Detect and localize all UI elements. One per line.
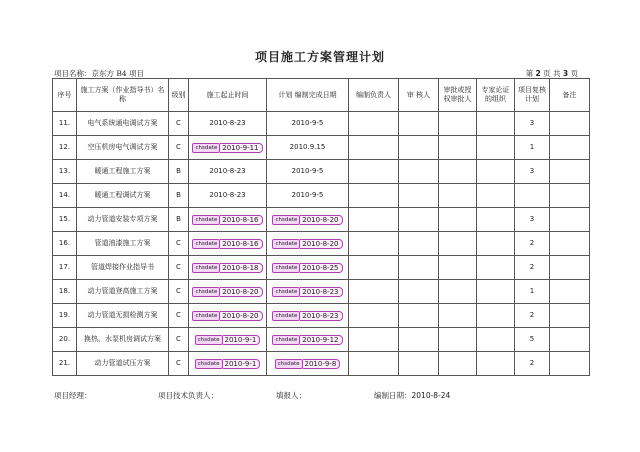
row-number: 19. [53, 304, 77, 328]
table-row [53, 328, 590, 352]
header-seq: 序号 [53, 79, 77, 112]
footer-date-label: 编制日期： [374, 391, 412, 400]
plan-name: 电气系统通电调试方案 [77, 112, 169, 136]
start-date-field[interactable] [192, 263, 262, 273]
plan-date-field[interactable] [275, 359, 341, 369]
row-number: 14. [53, 184, 77, 208]
header-plan: 计划 编制完成日期 [267, 79, 349, 112]
start-date-field[interactable] [192, 287, 262, 297]
start-cell [189, 232, 267, 256]
review-cell [399, 352, 439, 376]
recheck-cell: 3 [515, 208, 550, 232]
plan-date-field[interactable] [272, 239, 342, 249]
plan-name: 动力管道无损检测方案 [77, 304, 169, 328]
author-cell [349, 352, 399, 376]
table-row [53, 184, 590, 208]
remark-cell [550, 232, 590, 256]
start-date-value: 2010-8-20 [220, 287, 262, 297]
chsdate-tag: chsdate [275, 359, 303, 369]
header-approve: 审批或授权审批人 [439, 79, 477, 112]
start-date-value: 2010-8-16 [220, 239, 262, 249]
author-cell [349, 328, 399, 352]
row-number: 20. [53, 328, 77, 352]
page-suffix: 页 [570, 69, 578, 78]
review-cell [399, 328, 439, 352]
plan-cell [267, 280, 349, 304]
row-number: 16. [53, 232, 77, 256]
footer-date-value: 2010-8-24 [411, 391, 451, 400]
plan-date-field[interactable] [272, 287, 342, 297]
chsdate-tag: chsdate [192, 311, 220, 321]
review-cell [399, 160, 439, 184]
plan-level: B [169, 184, 189, 208]
recheck-cell: 5 [515, 328, 550, 352]
remark-cell [550, 184, 590, 208]
chsdate-tag: chsdate [195, 335, 223, 345]
author-cell [349, 280, 399, 304]
start-date-value: 2010-9-11 [220, 143, 262, 153]
expert-cell [477, 232, 515, 256]
chsdate-tag: chsdate [192, 239, 220, 249]
remark-cell [550, 304, 590, 328]
table-row [53, 136, 590, 160]
start-cell [189, 352, 267, 376]
chsdate-tag: chsdate [272, 311, 300, 321]
plan-date-value: 2010-8-23 [300, 311, 342, 321]
remark-cell [550, 112, 590, 136]
start-cell [189, 208, 267, 232]
recheck-cell: 1 [515, 280, 550, 304]
approve-cell [439, 208, 477, 232]
plan-name: 动力管道试压方案 [77, 352, 169, 376]
table-row [53, 112, 590, 136]
expert-cell [477, 352, 515, 376]
author-cell [349, 304, 399, 328]
start-date-value: 2010-9-1 [223, 335, 261, 345]
start-date-field[interactable] [195, 359, 261, 369]
plan-date-field[interactable] [272, 335, 342, 345]
plan-name: 管道油漆施工方案 [77, 232, 169, 256]
plan-level: C [169, 112, 189, 136]
expert-cell [477, 208, 515, 232]
recheck-cell: 3 [515, 112, 550, 136]
recheck-cell: 2 [515, 304, 550, 328]
expert-cell [477, 160, 515, 184]
start-cell: 2010-8-23 [189, 160, 267, 184]
expert-cell [477, 328, 515, 352]
table-row [53, 352, 590, 376]
approve-cell [439, 304, 477, 328]
plan-level: B [169, 208, 189, 232]
start-cell [189, 256, 267, 280]
row-number: 15. [53, 208, 77, 232]
plan-level: C [169, 232, 189, 256]
plan-name: 动力管道安装专项方案 [77, 208, 169, 232]
recheck-cell: 1 [515, 136, 550, 160]
header-review: 审 核人 [399, 79, 439, 112]
header-name: 施工方案（作业指导书）名称 [77, 79, 169, 112]
remark-cell [550, 136, 590, 160]
header-level: 级别 [169, 79, 189, 112]
expert-cell [477, 256, 515, 280]
footer-tech-lead: 项目技术负责人： [158, 391, 218, 400]
remark-cell [550, 328, 590, 352]
chsdate-tag: chsdate [192, 215, 220, 225]
plan-cell: 2010-9-5 [267, 112, 349, 136]
plan-cell [267, 352, 349, 376]
row-number: 12. [53, 136, 77, 160]
chsdate-tag: chsdate [192, 287, 220, 297]
plan-cell [267, 256, 349, 280]
table-row [53, 256, 590, 280]
plan-name: 暖通工程施工方案 [77, 160, 169, 184]
footer-date [374, 390, 450, 401]
expert-cell [477, 136, 515, 160]
plan-level: C [169, 352, 189, 376]
plan-level: C [169, 280, 189, 304]
table-row [53, 232, 590, 256]
row-number: 18. [53, 280, 77, 304]
footer-manager: 项目经理： [54, 391, 92, 400]
plan-name: 管道焊接作业指导书 [77, 256, 169, 280]
start-cell [189, 136, 267, 160]
row-number: 13. [53, 160, 77, 184]
table-row [53, 208, 590, 232]
plan-level: C [169, 328, 189, 352]
plan-cell [267, 208, 349, 232]
plan-cell: 2010-9-5 [267, 184, 349, 208]
chsdate-tag: chsdate [272, 263, 300, 273]
project-name: 项目名称：京东方 B4 项目 [54, 69, 145, 78]
plan-name: 暖通工程调试方案 [77, 184, 169, 208]
review-cell [399, 304, 439, 328]
remark-cell [550, 208, 590, 232]
row-number: 21. [53, 352, 77, 376]
header-author: 编制负责人 [349, 79, 399, 112]
plan-date-field[interactable] [272, 215, 342, 225]
plan-table [52, 78, 590, 376]
row-number: 17. [53, 256, 77, 280]
start-date-field[interactable] [192, 239, 262, 249]
page-prefix: 第 [525, 69, 534, 78]
table-header-row [53, 79, 590, 112]
review-cell [399, 136, 439, 160]
plan-level: C [169, 256, 189, 280]
chsdate-tag: chsdate [192, 143, 220, 153]
author-cell [349, 112, 399, 136]
start-date-value: 2010-8-18 [220, 263, 262, 273]
remark-cell [550, 352, 590, 376]
author-cell [349, 160, 399, 184]
plan-level: B [169, 160, 189, 184]
recheck-cell [515, 184, 550, 208]
start-date-field[interactable] [192, 215, 262, 225]
author-cell [349, 232, 399, 256]
start-date-field[interactable] [192, 311, 262, 321]
expert-cell [477, 112, 515, 136]
start-cell: 2010-8-23 [189, 112, 267, 136]
expert-cell [477, 280, 515, 304]
plan-date-field[interactable] [272, 311, 342, 321]
review-cell [399, 184, 439, 208]
plan-cell [267, 328, 349, 352]
plan-level: C [169, 136, 189, 160]
start-date-field[interactable] [192, 143, 262, 153]
plan-date-value: 2010-8-20 [300, 239, 342, 249]
remark-cell [550, 256, 590, 280]
chsdate-tag: chsdate [272, 215, 300, 225]
start-date-value: 2010-9-1 [223, 359, 261, 369]
chsdate-tag: chsdate [272, 239, 300, 249]
page-total: 3 [562, 69, 569, 78]
chsdate-tag: chsdate [192, 263, 220, 273]
plan-cell [267, 304, 349, 328]
plan-name: 换热、水泵机房调试方案 [77, 328, 169, 352]
header-start: 施工起止时间 [189, 79, 267, 112]
start-cell [189, 328, 267, 352]
chsdate-tag: chsdate [272, 287, 300, 297]
author-cell [349, 184, 399, 208]
remark-cell [550, 160, 590, 184]
expert-cell [477, 304, 515, 328]
review-cell [399, 208, 439, 232]
author-cell [349, 136, 399, 160]
author-cell [349, 256, 399, 280]
recheck-cell: 2 [515, 352, 550, 376]
review-cell [399, 256, 439, 280]
review-cell [399, 280, 439, 304]
footer-filler: 填报人： [276, 391, 306, 400]
approve-cell [439, 280, 477, 304]
start-date-value: 2010-8-16 [220, 215, 262, 225]
start-date-value: 2010-8-20 [220, 311, 262, 321]
plan-date-value: 2010-8-23 [300, 287, 342, 297]
approve-cell [439, 184, 477, 208]
table-row [53, 304, 590, 328]
table-row [53, 280, 590, 304]
plan-date-value: 2010-9-8 [303, 359, 341, 369]
plan-level: C [169, 304, 189, 328]
header-expert: 专家论证的组织 [477, 79, 515, 112]
remark-cell [550, 280, 590, 304]
start-cell: 2010-8-23 [189, 184, 267, 208]
header-recheck: 项目复核计划 [515, 79, 550, 112]
page-current: 2 [535, 69, 541, 78]
approve-cell [439, 136, 477, 160]
approve-cell [439, 352, 477, 376]
approve-cell [439, 112, 477, 136]
review-cell [399, 232, 439, 256]
page-title: 项目施工方案管理计划 [254, 50, 385, 64]
start-date-field[interactable] [195, 335, 261, 345]
review-cell [399, 112, 439, 136]
approve-cell [439, 256, 477, 280]
plan-date-value: 2010-8-25 [300, 263, 342, 273]
author-cell [349, 208, 399, 232]
approve-cell [439, 232, 477, 256]
recheck-cell: 3 [515, 160, 550, 184]
approve-cell [439, 160, 477, 184]
approve-cell [439, 328, 477, 352]
plan-date-field[interactable] [272, 263, 342, 273]
plan-name: 空压机房电气调试方案 [77, 136, 169, 160]
plan-date-value: 2010-8-20 [300, 215, 342, 225]
table-row [53, 160, 590, 184]
start-cell [189, 280, 267, 304]
header-remark: 备注 [550, 79, 590, 112]
plan-cell [267, 232, 349, 256]
row-number: 11. [53, 112, 77, 136]
recheck-cell: 2 [515, 232, 550, 256]
recheck-cell: 2 [515, 256, 550, 280]
plan-cell: 2010-9-5 [267, 160, 349, 184]
chsdate-tag: chsdate [195, 359, 223, 369]
chsdate-tag: chsdate [272, 335, 300, 345]
plan-cell: 2010.9.15 [267, 136, 349, 160]
page-mid: 页 共 [543, 69, 561, 78]
plan-date-value: 2010-9-12 [300, 335, 342, 345]
plan-name: 动力管道登高施工方案 [77, 280, 169, 304]
start-cell [189, 304, 267, 328]
expert-cell [477, 184, 515, 208]
